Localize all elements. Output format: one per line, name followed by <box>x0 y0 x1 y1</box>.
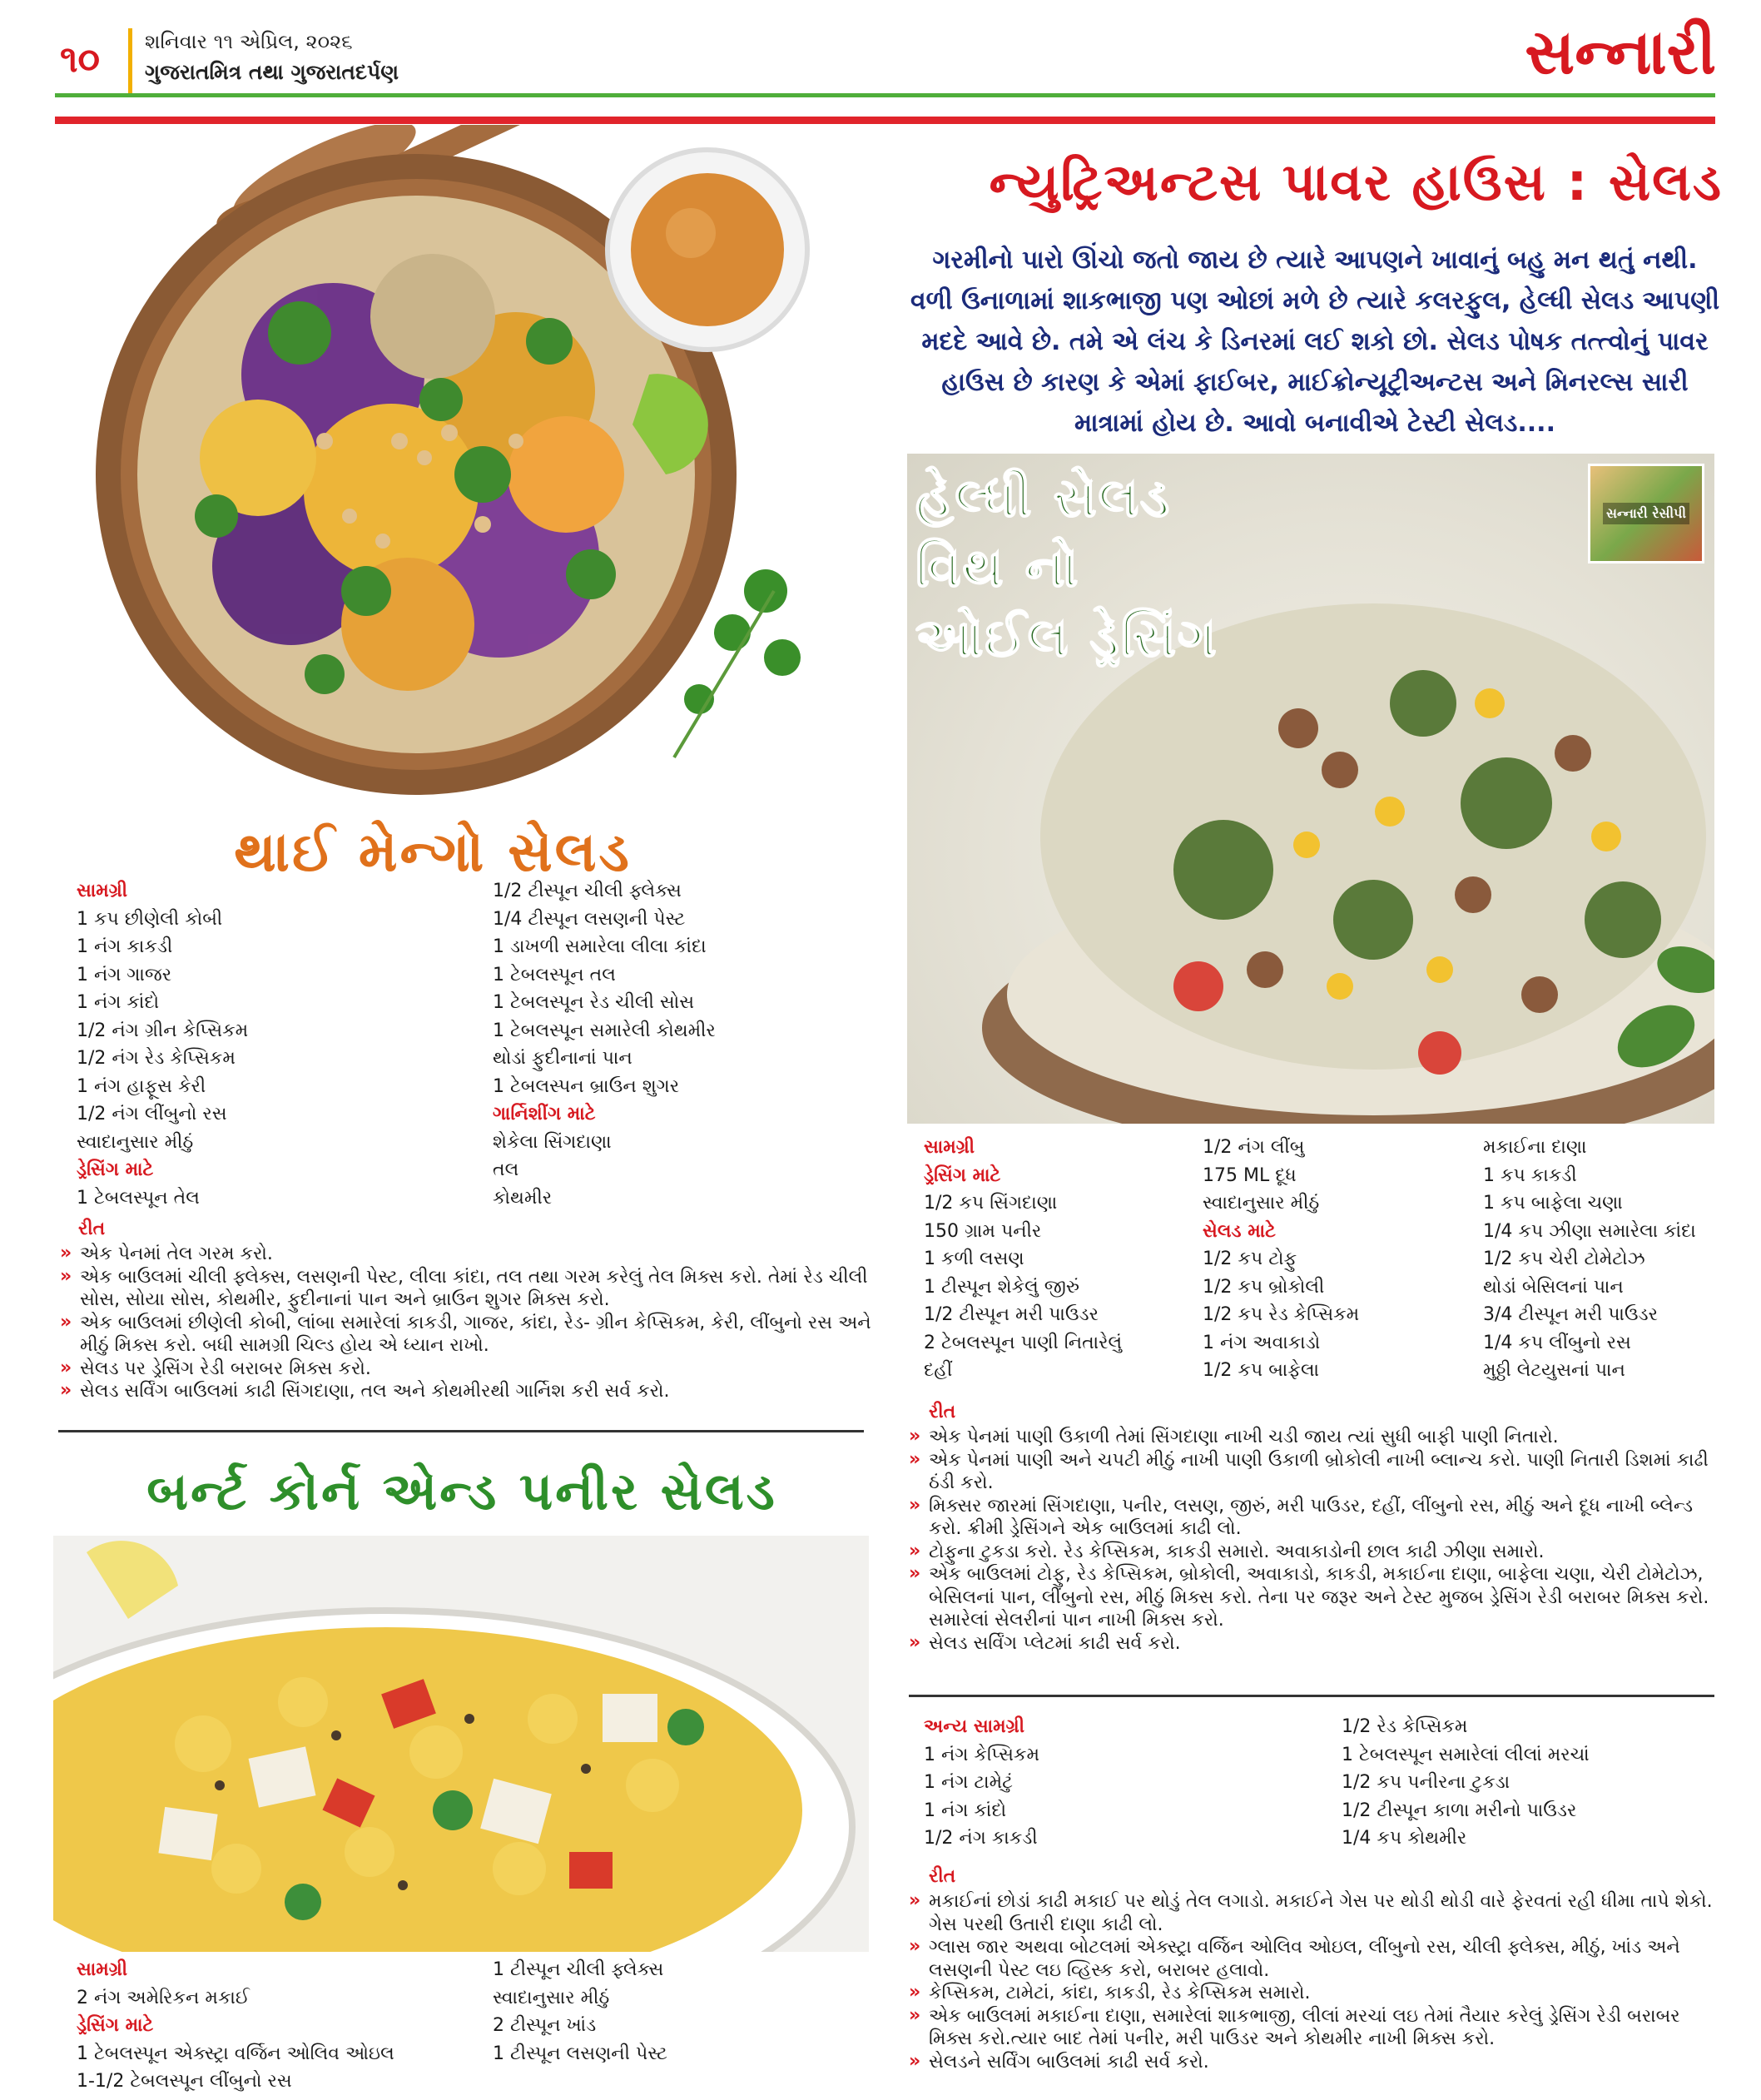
sannari-recipe-badge <box>1588 464 1704 563</box>
ingredient-item: તલ <box>493 1159 519 1180</box>
ingredient-item: 150 ગ્રામ પનીર <box>924 1220 1042 1242</box>
method-step: » મકાઈનાં છોડાં કાઢી મકાઈ પર થોડું તેલ લગાડો. મકાઈને ગેસ પર થોડી થોડી વારે ફેરવતાં રહી ધીમા તાપે શેકો. ગેસ પરથી ઉતારી દાણા કાઢી લો. <box>907 1890 1719 1936</box>
ingredient-item: 1 કપ બાફેલા ચણા <box>1483 1193 1623 1214</box>
ingredient-item: 1/2 કપ ચેરી ટોમેટોઝ <box>1483 1249 1645 1269</box>
section-label: ડ્રેસિંગ માટે <box>77 2015 154 2036</box>
corn-method <box>907 1863 1719 2073</box>
ingredient-item: શેકેલા સિંગદાણા <box>493 1131 612 1153</box>
ingredient-item: 1/2 કપ પનીરના ટુકડા <box>1342 1772 1510 1793</box>
ingredient-item: 1 ટેબલસ્પૂન તેલ <box>77 1187 200 1209</box>
newspaper-name: ગુજરાતમિત્ર તથા ગુજરાતદર્પણ <box>145 60 399 84</box>
corn-other-ingredients-col1 <box>924 1713 1340 1853</box>
corn-other-ingredients-col2 <box>1342 1713 1716 1853</box>
healthy-title-line: હેલ્ધી સેલડ <box>915 468 1172 529</box>
method-step: » કેપ્સિકમ, ટામેટાં, કાંદા, કાકડી, રેડ કેપ્સિકમ સમારો. <box>907 1982 1719 2005</box>
section-label: ડ્રેસિંગ માટે <box>924 1164 1001 1186</box>
method-step: » એક બાઉલમાં ચીલી ફ્લેક્સ, લસણની પેસ્ટ, લીલા કાંદા, તલ તથા ગરમ કરેલું તેલ મિક્સ કરો. તેમાં રેડ ચીલી સોસ, સોયા સોસ, કોથમીર, ફુદીનાનાં પાન અને બ્રાઉન શુગર મિક્સ કરો. <box>58 1266 878 1312</box>
ingredient-item: 1 કળી લસણ <box>924 1249 1024 1269</box>
healthy-method <box>907 1398 1719 1655</box>
method-step: » એક પેનમાં પાણી અને ચપટી મીઠું નાખી પાણી ઉકાળી બ્રોકોલી નાખી બ્લાન્ચ કરો. પાણી નિતારી ડિશમાં કાઢી ઠંડી કરો. <box>907 1449 1719 1495</box>
method-label: રીત <box>929 1866 956 1887</box>
ingredient-item: 1/2 નંગ રેડ કેપ્સિકમ <box>77 1048 236 1069</box>
method-step: » ગ્લાસ જાર અથવા બોટલમાં એક્સ્ટ્રા વર્જિન ઓલિવ ઓઇલ, લીંબુનો રસ, ચીલી ફ્લેક્સ, મીઠું, ખાંડ અને લસણની પેસ્ટ લઇ વ્હિસ્ક કરો, બરાબર હલાવો. <box>907 1936 1719 1982</box>
supplement-logo: સન્નારી <box>1525 17 1716 88</box>
intro-paragraph: ગરમીનો પારો ઊંચો જતો જાય છે ત્યારે આપણને ખાવાનું બહુ મન થતું નથી. વળી ઉનાળામાં શાકભાજી પણ ઓછાં મળે છે ત્યારે કલરફુલ, હેલ્ધી સેલડ આપણી મદદે આવે છે. તમે એ લંચ કે ડિનરમાં લઈ શકો છો. સેલડ પોષક તત્ત્વોનું પાવર હાઉસ છે કારણ કે એમાં ફાઈબર, માઈક્રોન્યૂટ્રીઅન્ટસ અને મિનરલ્સ સારી માત્રામાં હોય છે. આવો બનાવીએ ટેસ્ટી સેલડ.... <box>910 246 1720 438</box>
ingredient-item: 2 ટીસ્પૂન ખાંડ <box>493 2015 597 2036</box>
ingredient-item: સ્વાદાનુસાર મીઠું <box>77 1131 194 1153</box>
ingredient-item: 1 ટીસ્પૂન શેકેલું જીરું <box>924 1276 1079 1298</box>
ingredient-item: 1/2 ટીસ્પૂન મરી પાઉડર <box>924 1304 1099 1325</box>
healthy-title-line: વિથ નો <box>915 538 1080 599</box>
thai-salad-title: થાઈ મેન્ગો સેલડ <box>234 820 632 884</box>
ingredient-item: 1/4 કપ કોથમીર <box>1342 1828 1467 1849</box>
ingredient-item: મુઠ્ઠી લેટયુસનાં પાન <box>1483 1360 1625 1381</box>
ingredient-item: 1 કપ છીણેલી કોબી <box>77 908 223 930</box>
method-label: રીત <box>929 1402 956 1422</box>
ingredient-item: 1/2 કપ બ્રોકોલી <box>1203 1276 1325 1298</box>
section-label: સામગ્રી <box>924 1137 975 1158</box>
corn-ingredients-col2 <box>493 1956 859 2068</box>
thai-ingredients-col2 <box>493 877 859 1212</box>
ingredient-item: 1/4 કપ લીંબુનો રસ <box>1483 1332 1631 1353</box>
healthy-title-line: ઓઈલ ડ્રેસિંગ <box>915 608 1218 669</box>
issue-date: શનિવાર ૧૧ એપ્રિલ, ૨૦૨૬ <box>145 30 353 53</box>
ingredient-item: સ્વાદાનુસાર મીઠું <box>1203 1193 1320 1214</box>
ingredient-item: દહીં <box>924 1360 953 1381</box>
ingredient-item: કોથમીર <box>493 1187 553 1209</box>
ingredient-item: 1/2 નંગ કાકડી <box>924 1828 1038 1849</box>
ingredient-item: મકાઈના દાણા <box>1483 1137 1587 1158</box>
ingredient-item: 1/2 નંગ લીંબુનો રસ <box>77 1104 227 1124</box>
ingredient-item: 1 નંગ અવાકાડો <box>1203 1332 1321 1353</box>
ingredient-item: 1 ટેબલસ્પન બ્રાઉન શુગર <box>493 1075 680 1097</box>
ingredient-item: 1 ટેબલસ્પૂન એક્સ્ટ્રા વર્જિન ઓલિવ ઓઇલ <box>77 2043 394 2064</box>
ingredient-item: 1/2 રેડ કેપ્સિકમ <box>1342 1716 1468 1737</box>
page-headline: ન્યુટ્રિઅન્ટસ પાવર હાઉસ : સેલડ <box>989 151 1723 212</box>
thai-method <box>58 1215 878 1403</box>
section-divider <box>909 1695 1714 1697</box>
masthead-rule-red <box>55 117 1715 124</box>
section-label: ગાર્નિશીંગ માટે <box>493 1104 596 1124</box>
method-step: » એક બાઉલમાં છીણેલી કોબી, લાંબા સમારેલાં કાકડી, ગાજર, કાંદા, રેડ- ગ્રીન કેપ્સિકમ, કેરી, લીંબુનો રસ અને મીઠું મિક્સ કરો. બધી સામગ્રી ચિલ્ડ હોય એ ધ્યાન રાખો. <box>58 1312 878 1358</box>
ingredient-item: 1 ટેબલસ્પૂન સમારેલાં લીલાં મરચાં <box>1342 1744 1590 1765</box>
section-divider <box>58 1430 864 1432</box>
masthead-rule-green <box>55 93 1715 97</box>
ingredient-item: 1 ટેબલસ્પૂન સમારેલી કોથમીર <box>493 1020 716 1041</box>
ingredient-item: 1/2 નંગ લીંબુ <box>1203 1137 1305 1158</box>
ingredient-item: 2 નંગ અમેરિકન મકાઈ <box>77 1987 250 2008</box>
method-step: » મિક્સર જારમાં સિંગદાણા, પનીર, લસણ, જીરું, મરી પાઉડર, દહીં, લીંબુનો રસ, મીઠું અને દૂધ નાખી બ્લેન્ડ કરો. ક્રીમી ડ્રેસિંગને એક બાઉલમાં કાઢી લો. <box>907 1495 1719 1541</box>
corn-salad-title: બર્ન્ટ કોર્ન એન્ડ પનીર સેલડ <box>146 1461 777 1522</box>
ingredient-item: 1 નંગ કેપ્સિકમ <box>924 1744 1039 1765</box>
corn-ingredients-col1 <box>77 1956 493 2096</box>
ingredient-item: 175 ML દૂધ <box>1203 1164 1297 1186</box>
healthy-salad-photo <box>907 454 1714 1124</box>
masthead-divider <box>128 28 132 93</box>
method-step: » સેલડ સર્વિંગ બાઉલમાં કાઢી સિંગદાણા, તલ અને કોથમીરથી ગાર્નિશ કરી સર્વ કરો. <box>58 1380 878 1403</box>
ingredient-item: 1 નંગ કાંદો <box>77 992 160 1013</box>
ingredient-item: 1 નંગ કાંદો <box>924 1800 1007 1821</box>
ingredient-item: 1 ટેબલસ્પૂન રેડ ચીલી સોસ <box>493 992 695 1013</box>
method-step: » એક પેનમાં તેલ ગરમ કરો. <box>58 1243 878 1266</box>
ingredient-item: 1 નંગ હાફૂસ કેરી <box>77 1075 206 1097</box>
ingredient-item: 1/2 કપ બાફેલા <box>1203 1360 1319 1381</box>
method-step: » સેલડને સર્વિંગ બાઉલમાં કાઢી સર્વ કરો. <box>907 2051 1719 2074</box>
corn-paneer-salad-photo <box>53 1536 869 1952</box>
ingredient-item: 1/2 કપ રેડ કેપ્સિકમ <box>1203 1304 1360 1325</box>
ingredient-item: સ્વાદાનુસાર મીઠું <box>493 1987 610 2008</box>
ingredient-item: 1-1/2 ટેબલસ્પૂન લીંબુનો રસ <box>77 2071 292 2092</box>
section-label: સામગ્રી <box>77 1959 128 1980</box>
ingredient-item: 1/4 ટીસ્પૂન લસણની પેસ્ટ <box>493 908 686 930</box>
ingredient-item: 1 નંગ ગાજર <box>77 964 172 985</box>
ingredient-item: 1/2 કપ ટોફુ <box>1203 1249 1297 1269</box>
method-label: રીત <box>78 1219 106 1239</box>
ingredient-item: થોડાં ફુદીનાનાં પાન <box>493 1048 632 1069</box>
masthead <box>52 17 1716 117</box>
method-step: » એક બાઉલમાં ટોફુ, રેડ કેપ્સિકમ, બ્રોકોલી, અવાકાડો, કાકડી, મકાઈના દાણા, બાફેલા ચણા, ચેરી ટોમેટોઝ, બેસિલનાં પાન, લીંબુનો રસ, મીઠું મિક્સ કરો. તેના પર જરૂર અને ટેસ્ટ મુજબ ડ્રેસિંગ રેડી બરાબર મિક્સ કરો. સમારેલાં સેલરીનાં પાન નાખી મિક્સ કરો. <box>907 1563 1719 1632</box>
ingredient-item: 1 ડાખળી સમારેલા લીલા કાંદા <box>493 936 707 957</box>
ingredient-item: 1 કપ કાકડી <box>1483 1164 1577 1186</box>
section-label: અન્ય સામગ્રી <box>924 1716 1025 1737</box>
section-label: ડ્રેસિંગ માટે <box>77 1159 154 1180</box>
ingredient-item: 1 ટીસ્પૂન ચીલી ફ્લેક્સ <box>493 1959 664 1980</box>
ingredient-item: 1/4 કપ ઝીણા સમારેલા કાંદા <box>1483 1220 1696 1242</box>
method-step: » સેલડ સર્વિંગ પ્લેટમાં કાઢી સર્વ કરો. <box>907 1632 1719 1656</box>
healthy-ingredients-col2 <box>1203 1134 1477 1385</box>
page-number: ૧૦ <box>60 38 101 81</box>
section-label: સેલડ માટે <box>1203 1220 1276 1242</box>
method-step: » સેલડ પર ડ્રેસિંગ રેડી બરાબર મિક્સ કરો. <box>58 1358 878 1381</box>
method-step: » ટોફુના ટુકડા કરો. રેડ કેપ્સિકમ, કાકડી સમારો. અવાકાડોની છાલ કાઢી ઝીણા સમારો. <box>907 1541 1719 1564</box>
thai-mango-salad-photo <box>50 125 816 799</box>
ingredient-item: 2 ટેબલસ્પૂન પાણી નિતારેલું <box>924 1332 1123 1353</box>
method-step: » એક બાઉલમાં મકાઈના દાણા, સમારેલાં શાકભાજી, લીલાં મરચાં લઇ તેમાં તૈયાર કરેલું ડ્રેસિંગ રેડી બરાબર મિક્સ કરો.ત્યાર બાદ તેમાં પનીર, મરી પાઉડર અને કોથમીર નાખી મિક્સ કરો. <box>907 2005 1719 2051</box>
thai-ingredients-col1 <box>77 877 493 1212</box>
ingredient-item: 1 ટીસ્પૂન લસણની પેસ્ટ <box>493 2043 667 2064</box>
badge-label: સન્નારી રેસીપી <box>1603 503 1689 524</box>
ingredient-item: થોડાં બેસિલનાં પાન <box>1483 1276 1624 1298</box>
healthy-ingredients-col3 <box>1483 1134 1733 1385</box>
ingredient-item: 1/2 ટીસ્પૂન ચીલી ફ્લેક્સ <box>493 881 682 901</box>
ingredient-item: 1/2 કપ સિંગદાણા <box>924 1193 1058 1214</box>
ingredient-item: 1 નંગ ટામેટું <box>924 1772 1013 1793</box>
ingredient-item: 1/2 નંગ ગ્રીન કેપ્સિકમ <box>77 1020 249 1041</box>
ingredient-item: 3/4 ટીસ્પૂન મરી પાઉડર <box>1483 1304 1658 1325</box>
healthy-ingredients-col1 <box>924 1134 1203 1385</box>
method-step: » એક પેનમાં પાણી ઉકાળી તેમાં સિંગદાણા નાખી ચડી જાય ત્યાં સુધી બાફી પાણી નિતારો. <box>907 1426 1719 1449</box>
section-label: સામગ્રી <box>77 881 128 901</box>
ingredient-item: 1/2 ટીસ્પૂન કાળા મરીનો પાઉડર <box>1342 1800 1577 1821</box>
healthy-salad-title <box>915 464 1218 673</box>
ingredient-item: 1 નંગ કાકડી <box>77 936 173 957</box>
ingredient-item: 1 ટેબલસ્પૂન તલ <box>493 964 616 985</box>
